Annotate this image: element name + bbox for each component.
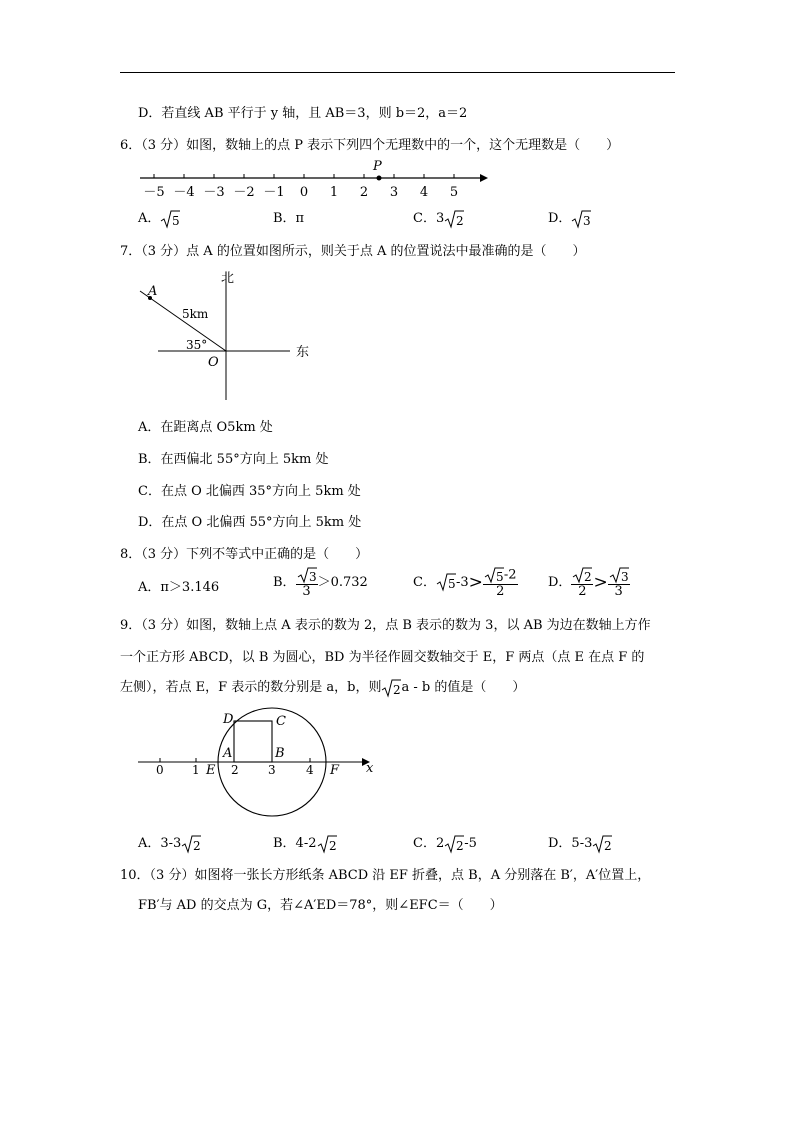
q8-option-a: A．π＞3.146 (138, 580, 220, 595)
q9-tick-3: 3 (268, 763, 276, 777)
header-rule (120, 72, 675, 73)
q6-tick-label: －4 (173, 185, 195, 200)
svg-text:2: 2 (328, 838, 337, 853)
q9-label-e: E (206, 763, 216, 778)
q9-circle-figure (130, 706, 390, 832)
q7-east-label: 东 (296, 345, 310, 360)
q9-stem-line1: 9．（3 分）如图，数轴上点 A 表示的数为 2，点 B 表示的数为 3，以 AB 为边在数轴上方作 (120, 618, 651, 633)
q6-tick-label: －2 (233, 185, 255, 200)
q8-option-d: D． $\frac{2}{2}$ > $\frac{3}{3}$ (548, 566, 630, 599)
q9-label-a: A (223, 746, 233, 761)
svg-text:5: 5 (447, 577, 456, 592)
q8-option-c: C． 5 -3> 5 -2 2 (413, 567, 517, 599)
prev-option-d: D．若直线 AB 平行于 y 轴，且 AB＝3，则 b＝2，a＝2 (138, 106, 468, 121)
q6-tick-label: 2 (359, 185, 369, 200)
svg-text:2: 2 (456, 838, 464, 853)
q10-stem-line1: 10．（3 分）如图将一张长方形纸条 ABCD 沿 EF 折叠，点 B，A 分别落在 B′，A′位置上， (120, 868, 651, 883)
q6-option-d: D． 3 (548, 211, 592, 228)
q9-label-f: F (330, 763, 340, 778)
q6-tick-label: －3 (203, 185, 225, 200)
q6-point-p (377, 176, 382, 181)
q9-tick-4: 4 (306, 763, 314, 777)
q8-stem: 8．（3 分）下列不等式中正确的是（ ） (120, 547, 369, 562)
q6-tick-label: 4 (419, 185, 429, 200)
q7-option-c: C．在点 O 北偏西 35°方向上 5km 处 (138, 484, 361, 499)
q7-option-a: A．在距离点 O5km 处 (138, 420, 273, 435)
q9-square-abcd (234, 721, 272, 762)
q9-option-a: A．3-3 2 (138, 836, 201, 853)
svg-text:2: 2 (604, 838, 612, 853)
svg-text:3: 3 (583, 213, 592, 228)
svg-text:5: 5 (495, 570, 504, 584)
q6-number-line (130, 156, 490, 202)
q7-compass-figure (130, 262, 320, 402)
q6-tick-label: 5 (449, 185, 459, 200)
q9-stem-line2: 一个正方形 ABCD，以 B 为圆心，BD 为半径作圆交数轴交于 E，F 两点（点 E 在点 F 的 (120, 650, 645, 665)
q9-option-b: B．4-2 2 (273, 836, 337, 853)
q9-label-b: B (275, 746, 285, 761)
q6-option-a: A． 5 (138, 211, 181, 228)
q9-label-c: C (276, 714, 286, 729)
q6-stem: 6．（3 分）如图，数轴上的点 P 表示下列四个无理数中的一个，这个无理数是（ ） (120, 138, 620, 153)
q7-o-label: O (208, 355, 219, 370)
q7-north-label: 北 (221, 271, 235, 286)
q6-tick-label: －1 (263, 185, 285, 200)
q6-option-b: B．π (273, 211, 305, 226)
q9-label-d: D (223, 712, 234, 727)
q9-option-c: C．2 2 -5 (413, 836, 477, 853)
svg-text:3: 3 (308, 570, 317, 584)
q8-option-b: B． $\frac{3}{3}$ ＞0.732 (273, 566, 368, 599)
q7-option-d: D．在点 O 北偏西 55°方向上 5km 处 (138, 515, 362, 530)
q7-a-label: A (148, 284, 158, 299)
svg-text:2: 2 (193, 838, 201, 853)
q6-tick-label: 0 (299, 185, 309, 200)
q7-stem: 7．（3 分）点 A 的位置如图所示，则关于点 A 的位置说法中最准确的是（ ） (120, 244, 586, 259)
q7-oa-segment (140, 291, 226, 351)
q6-point-p-label: P (373, 159, 382, 174)
svg-text:2: 2 (584, 570, 593, 584)
q7-distance-label: 5km (182, 307, 209, 321)
svg-text:3: 3 (620, 570, 629, 584)
q7-angle-label: 35° (186, 338, 208, 352)
q10-stem-line2: FB′与 AD 的交点为 G，若∠A′ED＝78°，则∠EFC＝（ ） (138, 898, 503, 913)
q6-option-c: C．3 2 (413, 211, 464, 228)
svg-text:2: 2 (393, 682, 402, 697)
q9-tick-1: 1 (192, 763, 200, 777)
q6-tick-label: 1 (329, 185, 339, 200)
q9-stem-line3: 左侧），若点 E，F 表示的数分别是 a，b，则 2 a - b 的值是（ ） (120, 680, 526, 697)
svg-text:2: 2 (456, 213, 464, 228)
q9-tick-2: 2 (231, 763, 239, 777)
q6-tick-label: －5 (143, 185, 165, 200)
q9-tick-0: 0 (156, 763, 164, 777)
svg-text:5: 5 (172, 213, 181, 228)
q7-option-b: B．在西偏北 55°方向上 5km 处 (138, 452, 329, 467)
q6-tick-label: 3 (389, 185, 399, 200)
q9-option-d: D．5-3 2 (548, 836, 612, 853)
q9-label-x: x (366, 761, 374, 776)
